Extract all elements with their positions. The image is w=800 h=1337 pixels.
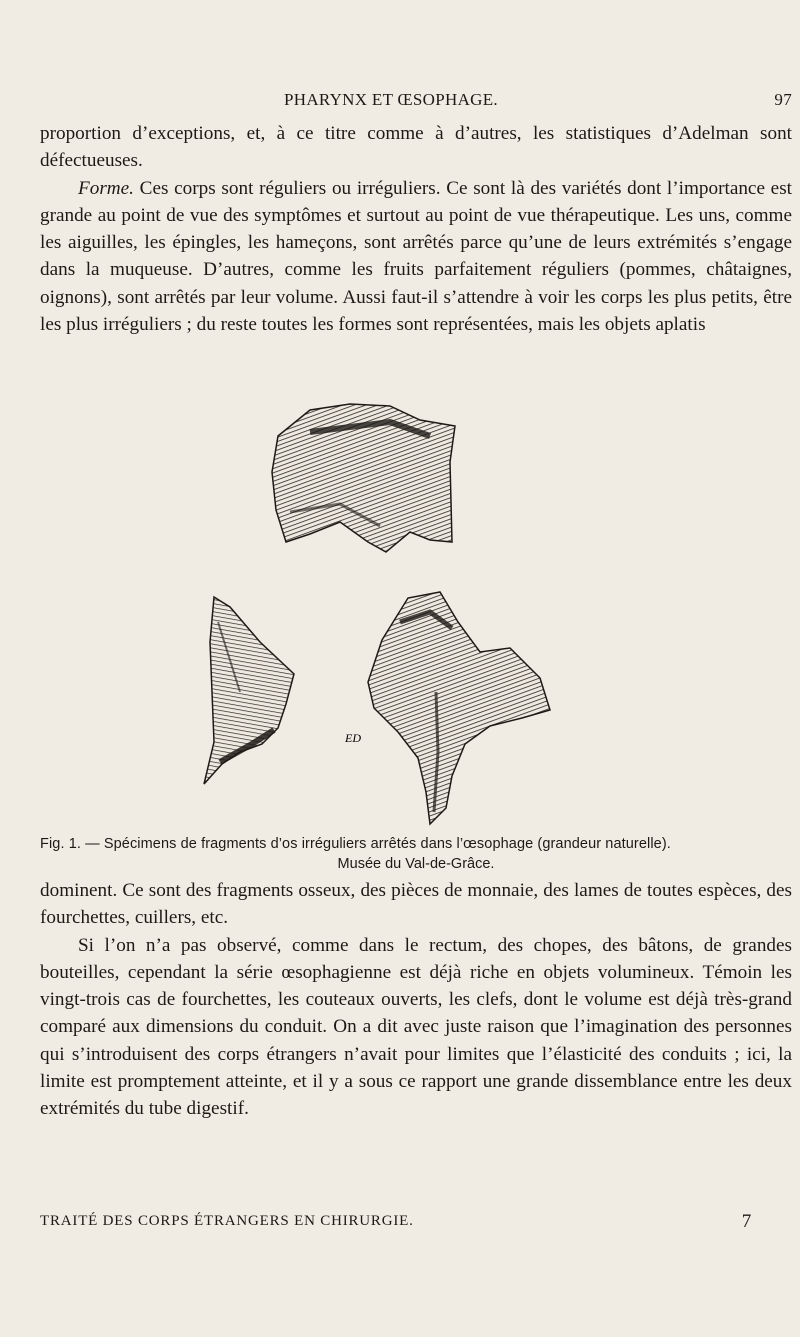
bone-fragments-illustration: [190, 392, 590, 832]
paragraph-forme: [40, 175, 792, 339]
running-header: [40, 90, 792, 114]
bone-fragments-figure: [190, 392, 590, 832]
sheet-signature: [40, 1213, 792, 1230]
bone-fragment-top: [272, 404, 455, 552]
figure-caption: [40, 834, 792, 874]
body-text-bottom: [40, 877, 792, 1123]
running-title: PHARYNX ET ŒSOPHAGE.: [284, 90, 498, 109]
engraver-mark: ED: [345, 731, 361, 745]
bone-fragment-bottom-left: [204, 597, 294, 784]
figure-caption-line-2: Musée du Val-de-Grâce.: [337, 856, 495, 872]
body-text-top: [40, 120, 792, 338]
figure-caption-line-1: Fig. 1. — Spécimens de fragments d’os irréguliers arrêtés dans l’œsophage (grandeur naturelle).: [40, 836, 671, 852]
paragraph: Si l’on n’a pas observé, comme dans le rectum, des chopes, des bâtons, de grandes bouteilles, cependant la série œsophagienne est déjà riche en objets volumineux. Témoin les vingt-trois cas de fourchettes, les couteaux ouverts, les clefs, dont le volume est déjà très-grand comparé aux dimensions du conduit. On a dit avec juste raison que l’imagination des personnes qui s’introduisent des corps étrangers n’avait pour limites que l’élasticité des conduits ; ici, la limite est promptement atteinte, et il y a sous ce rapport une grande dissemblance entre les deux extrémités du tube digestif.: [40, 934, 792, 1120]
sheet-number: 7: [741, 1211, 752, 1232]
bone-fragment-bottom-right: [368, 592, 550, 824]
paragraph: proportion d’exceptions, et, à ce titre comme à d’autres, les statistiques d’Adelman sont défectueuses.: [40, 123, 792, 172]
paragraph-text: Ces corps sont réguliers ou irréguliers. Ce sont là des variétés dont l’importance est grande au point de vue des symptômes et surtout au point de vue thérapeutique. Les uns, comme les aiguilles, les épingles, les hameçons, sont arrêtés parce qu’une de leurs extrémités s’engage dans la muqueuse. D’autres, comme les fruits parfaitement réguliers (pommes, châtaignes, oignons), sont arrêtés par leur volume. Aussi faut-il s’attendre à voir les corps les plus petits, être les plus irréguliers ; du reste toutes les formes sont représentées, mais les objets aplatis: [40, 177, 792, 336]
paragraph: dominent. Ce sont des fragments osseux, des pièces de monnaie, des lames de toutes espèces, des fourchettes, cuillers, etc.: [40, 880, 792, 929]
page-number: 97: [774, 90, 792, 109]
paragraph-lead: Forme.: [78, 177, 134, 199]
signature-text: TRAITÉ DES CORPS ÉTRANGERS EN CHIRURGIE.: [40, 1213, 414, 1229]
